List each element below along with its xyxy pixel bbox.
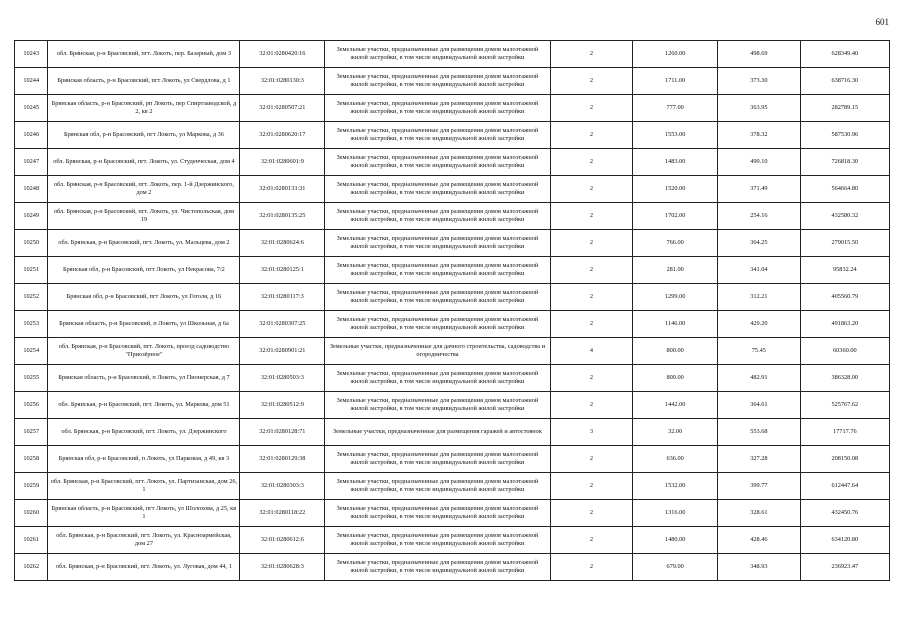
specific-value-cell: 429.20 [718,311,801,338]
table-row [15,338,890,365]
area-cell: 1299.00 [633,284,718,311]
land-use-cell: Земельные участки, предназначенные для размещения домов малоэтажной жилой застройки, в том числе индивидуальной жилой застройки [325,500,550,527]
table-row [15,554,890,581]
use-group-cell: 3 [550,419,633,446]
land-use-cell: Земельные участки, предназначенные для размещения домов малоэтажной жилой застройки, в том числе индивидуальной жилой застройки [325,284,550,311]
cadastral-number-cell: 32:01:0280128:71 [240,419,325,446]
row-number-cell: 10244 [15,68,48,95]
address-cell: Брянская область, р-н Брасовский, пгт Локоть, ул Шолохова, д 25, кв 1 [48,500,240,527]
address-cell: Брянская обл, р-н Брасовский, пгт Локоть, ул Некрасова, 7/2 [48,257,240,284]
land-use-cell: Земельные участки, предназначенные для размещения домов малоэтажной жилой застройки, в том числе индивидуальной жилой застройки [325,446,550,473]
use-group-cell: 2 [550,473,633,500]
address-cell: Брянская область, р-н Брасовский, п Локоть, ул Пионерская, д 7 [48,365,240,392]
area-cell: 1316.00 [633,500,718,527]
row-number-cell: 10262 [15,554,48,581]
row-number-cell: 10253 [15,311,48,338]
row-number-cell: 10257 [15,419,48,446]
use-group-cell: 2 [550,284,633,311]
cadastral-number-cell: 32:01:0280130:3 [240,68,325,95]
cadastral-value-cell: 638716.30 [800,68,889,95]
land-use-cell: Земельные участки, предназначенные для размещения домов малоэтажной жилой застройки, в том числе индивидуальной жилой застройки [325,365,550,392]
area-cell: 1442.00 [633,392,718,419]
specific-value-cell: 364.61 [718,392,801,419]
area-cell: 766.00 [633,230,718,257]
use-group-cell: 2 [550,230,633,257]
specific-value-cell: 428.46 [718,527,801,554]
cadastral-value-cell: 612447.64 [800,473,889,500]
area-cell: 679.00 [633,554,718,581]
cadastral-number-cell: 32:01:0280133:31 [240,176,325,203]
row-number-cell: 10246 [15,122,48,149]
use-group-cell: 2 [550,68,633,95]
area-cell: 1480.00 [633,527,718,554]
address-cell: обл. Брянская, р-н Брасовский, пгт. Локоть, ул. Маркова, дом 51 [48,392,240,419]
table-body [15,41,890,581]
row-number-cell: 10249 [15,203,48,230]
area-cell: 1146.00 [633,311,718,338]
address-cell: Брянская обл, р-н Брасовский, пгт Локоть, ул Маркова, д 36 [48,122,240,149]
area-cell: 777.00 [633,95,718,122]
use-group-cell: 4 [550,338,633,365]
specific-value-cell: 482.91 [718,365,801,392]
cadastral-number-cell: 32:01:0280420:16 [240,41,325,68]
area-cell: 32.00 [633,419,718,446]
specific-value-cell: 498.69 [718,41,801,68]
land-use-cell: Земельные участки, предназначенные для размещения домов малоэтажной жилой застройки, в том числе индивидуальной жилой застройки [325,392,550,419]
table-row [15,122,890,149]
row-number-cell: 10247 [15,149,48,176]
specific-value-cell: 490.10 [718,149,801,176]
land-use-cell: Земельные участки, предназначенные для размещения домов малоэтажной жилой застройки, в том числе индивидуальной жилой застройки [325,68,550,95]
area-cell: 1260.00 [633,41,718,68]
table-row [15,95,890,122]
land-use-cell: Земельные участки, предназначенные для размещения домов малоэтажной жилой застройки, в том числе индивидуальной жилой застройки [325,149,550,176]
table-row [15,527,890,554]
address-cell: обл. Брянская, р-н Брасовский, пгт. Локоть, проезд садоводство "Приозёрное" [48,338,240,365]
use-group-cell: 2 [550,446,633,473]
specific-value-cell: 312.21 [718,284,801,311]
table-row [15,500,890,527]
specific-value-cell: 373.30 [718,68,801,95]
area-cell: 1483.00 [633,149,718,176]
cadastral-value-cell: 282789.15 [800,95,889,122]
cadastral-value-cell: 405560.79 [800,284,889,311]
row-number-cell: 10252 [15,284,48,311]
area-cell: 1520.00 [633,176,718,203]
cadastral-number-cell: 32:01:0280612:6 [240,527,325,554]
table-row [15,203,890,230]
cadastral-value-cell: 17717.76 [800,419,889,446]
area-cell: 281.00 [633,257,718,284]
area-cell: 800.00 [633,365,718,392]
specific-value-cell: 348.93 [718,554,801,581]
cadastral-number-cell: 32:01:0280620:17 [240,122,325,149]
address-cell: Брянская область, р-н Брасовский, п Локоть, ул Школьная, д 6а [48,311,240,338]
row-number-cell: 10261 [15,527,48,554]
table-row [15,419,890,446]
specific-value-cell: 363.95 [718,95,801,122]
land-use-cell: Земельные участки, предназначенные для размещения домов малоэтажной жилой застройки, в том числе индивидуальной жилой застройки [325,311,550,338]
address-cell: обл. Брянская, р-н Брасовский, пгт. Локоть, пер. Базарный, дом 3 [48,41,240,68]
cadastral-value-cell: 95832.24 [800,257,889,284]
cadastral-value-cell: 628349.40 [800,41,889,68]
cadastral-value-cell: 726818.30 [800,149,889,176]
land-use-cell: Земельные участки, предназначенные для размещения домов малоэтажной жилой застройки, в том числе индивидуальной жилой застройки [325,122,550,149]
address-cell: обл. Брянская, р-н Брасовский, пгт. Локоть, ул. Красноармейская, дом 27 [48,527,240,554]
row-number-cell: 10256 [15,392,48,419]
land-use-cell: Земельные участки, предназначенные для размещения домов малоэтажной жилой застройки, в том числе индивидуальной жилой застройки [325,176,550,203]
area-cell: 1702.00 [633,203,718,230]
specific-value-cell: 328.61 [718,500,801,527]
area-cell: 800.00 [633,338,718,365]
specific-value-cell: 341.04 [718,257,801,284]
table-row [15,473,890,500]
cadastral-number-cell: 32:01:0280628:3 [240,554,325,581]
use-group-cell: 2 [550,41,633,68]
cadastral-number-cell: 32:01:0280901:21 [240,338,325,365]
row-number-cell: 10248 [15,176,48,203]
cadastral-value-cell: 564664.80 [800,176,889,203]
specific-value-cell: 378.32 [718,122,801,149]
land-use-cell: Земельные участки, предназначенные для размещения домов малоэтажной жилой застройки, в том числе индивидуальной жилой застройки [325,473,550,500]
address-cell: Брянская область, р-н Брасовский, рп Локоть, пер Спиртзаводской, д 2, кв 2 [48,95,240,122]
land-use-cell: Земельные участки, предназначенные для размещения домов малоэтажной жилой застройки, в том числе индивидуальной жилой застройки [325,41,550,68]
cadastral-value-cell: 525767.62 [800,392,889,419]
area-cell: 1711.00 [633,68,718,95]
area-cell: 636.00 [633,446,718,473]
land-use-cell: Земельные участки, предназначенные для размещения гаражей и автостоянок [325,419,550,446]
cadastral-number-cell: 32:01:0280125:1 [240,257,325,284]
table-row [15,230,890,257]
cadastral-value-cell: 236923.47 [800,554,889,581]
area-cell: 1532.00 [633,473,718,500]
land-use-cell: Земельные участки, предназначенные для размещения домов малоэтажной жилой застройки, в том числе индивидуальной жилой застройки [325,95,550,122]
page-number: 601 [875,17,889,27]
address-cell: Брянская обл, р-н Брасовский, п Локоть, ул Парковая, д 49, кв 3 [48,446,240,473]
land-use-cell: Земельные участки, предназначенные для дачного строительства, садоводства и огородничества [325,338,550,365]
cadastral-number-cell: 32:01:0280118:22 [240,500,325,527]
cadastral-number-cell: 32:01:0280503:3 [240,365,325,392]
cadastral-number-cell: 32:01:0280601:9 [240,149,325,176]
table-row [15,284,890,311]
use-group-cell: 2 [550,203,633,230]
use-group-cell: 2 [550,365,633,392]
specific-value-cell: 364.25 [718,230,801,257]
land-use-cell: Земельные участки, предназначенные для размещения домов малоэтажной жилой застройки, в том числе индивидуальной жилой застройки [325,203,550,230]
row-number-cell: 10243 [15,41,48,68]
row-number-cell: 10255 [15,365,48,392]
land-use-cell: Земельные участки, предназначенные для размещения домов малоэтажной жилой застройки, в том числе индивидуальной жилой застройки [325,554,550,581]
cadastral-number-cell: 32:01:0280307:25 [240,311,325,338]
cadastral-number-cell: 32:01:0280512:9 [240,392,325,419]
cadastral-number-cell: 32:01:0280117:3 [240,284,325,311]
row-number-cell: 10258 [15,446,48,473]
table-row [15,365,890,392]
address-cell: обл. Брянская, р-н Брасовский, пгт. Локоть, ул. Партизанская, дом 26, 1 [48,473,240,500]
cadastral-value-cell: 386328.00 [800,365,889,392]
address-cell: Брянская область, р-н Брасовский, пгт Локоть, ул Свердлова, д 1 [48,68,240,95]
specific-value-cell: 75.45 [718,338,801,365]
table-row [15,392,890,419]
cadastral-value-cell: 634120.80 [800,527,889,554]
cadastral-value-cell: 587530.96 [800,122,889,149]
table-row [15,311,890,338]
address-cell: обл. Брянская, р-н Брасовский, пгт. Локоть, ул. Чистопольская, дом 19 [48,203,240,230]
land-use-cell: Земельные участки, предназначенные для размещения домов малоэтажной жилой застройки, в том числе индивидуальной жилой застройки [325,230,550,257]
specific-value-cell: 553.68 [718,419,801,446]
use-group-cell: 2 [550,311,633,338]
address-cell: обл. Брянская, р-н Брасовский, пгт. Локоть, пер. 1-й Дзержинского, дом 2 [48,176,240,203]
table-row [15,257,890,284]
use-group-cell: 2 [550,149,633,176]
land-use-cell: Земельные участки, предназначенные для размещения домов малоэтажной жилой застройки, в том числе индивидуальной жилой застройки [325,257,550,284]
cadastral-value-cell: 208150.08 [800,446,889,473]
cadastral-number-cell: 32:01:0280303:3 [240,473,325,500]
cadastral-value-cell: 432450.76 [800,500,889,527]
cadastral-number-cell: 32:01:0280129:38 [240,446,325,473]
use-group-cell: 2 [550,257,633,284]
cadastral-value-cell: 279015.50 [800,230,889,257]
specific-value-cell: 371.49 [718,176,801,203]
specific-value-cell: 254.16 [718,203,801,230]
row-number-cell: 10254 [15,338,48,365]
address-cell: обл. Брянская, р-н Брасовский, пгт. Локоть, ул. Луговая, дом 44, 1 [48,554,240,581]
table-row [15,41,890,68]
cadastral-value-cell: 491863.20 [800,311,889,338]
address-cell: обл. Брянская, р-н Брасовский, пгт. Локоть, ул. Студенческая, дом 4 [48,149,240,176]
use-group-cell: 2 [550,95,633,122]
address-cell: обл. Брянская, р-н Брасовский, пгт. Локоть, ул. Мальцева, дом 2 [48,230,240,257]
cadastral-number-cell: 32:01:0280624:6 [240,230,325,257]
address-cell: Брянская обл, р-н Брасовский, пгт Локоть, ул Гоголя, д 16 [48,284,240,311]
use-group-cell: 2 [550,122,633,149]
use-group-cell: 2 [550,500,633,527]
table-row [15,176,890,203]
row-number-cell: 10250 [15,230,48,257]
row-number-cell: 10251 [15,257,48,284]
table-row [15,149,890,176]
table-row [15,68,890,95]
use-group-cell: 2 [550,554,633,581]
row-number-cell: 10245 [15,95,48,122]
cadastral-number-cell: 32:01:0280507:21 [240,95,325,122]
cadastral-number-cell: 32:01:0280135:25 [240,203,325,230]
table-row [15,446,890,473]
use-group-cell: 2 [550,176,633,203]
row-number-cell: 10260 [15,500,48,527]
cadastral-value-cell: 60360.00 [800,338,889,365]
use-group-cell: 2 [550,527,633,554]
cadastral-value-cell: 432580.32 [800,203,889,230]
land-use-cell: Земельные участки, предназначенные для размещения домов малоэтажной жилой застройки, в том числе индивидуальной жилой застройки [325,527,550,554]
row-number-cell: 10259 [15,473,48,500]
address-cell: обл. Брянская, р-н Брасовский, пгт. Локоть, ул. Дзержинского [48,419,240,446]
specific-value-cell: 399.77 [718,473,801,500]
area-cell: 1553.00 [633,122,718,149]
use-group-cell: 2 [550,392,633,419]
specific-value-cell: 327.28 [718,446,801,473]
land-registry-table [14,40,890,581]
